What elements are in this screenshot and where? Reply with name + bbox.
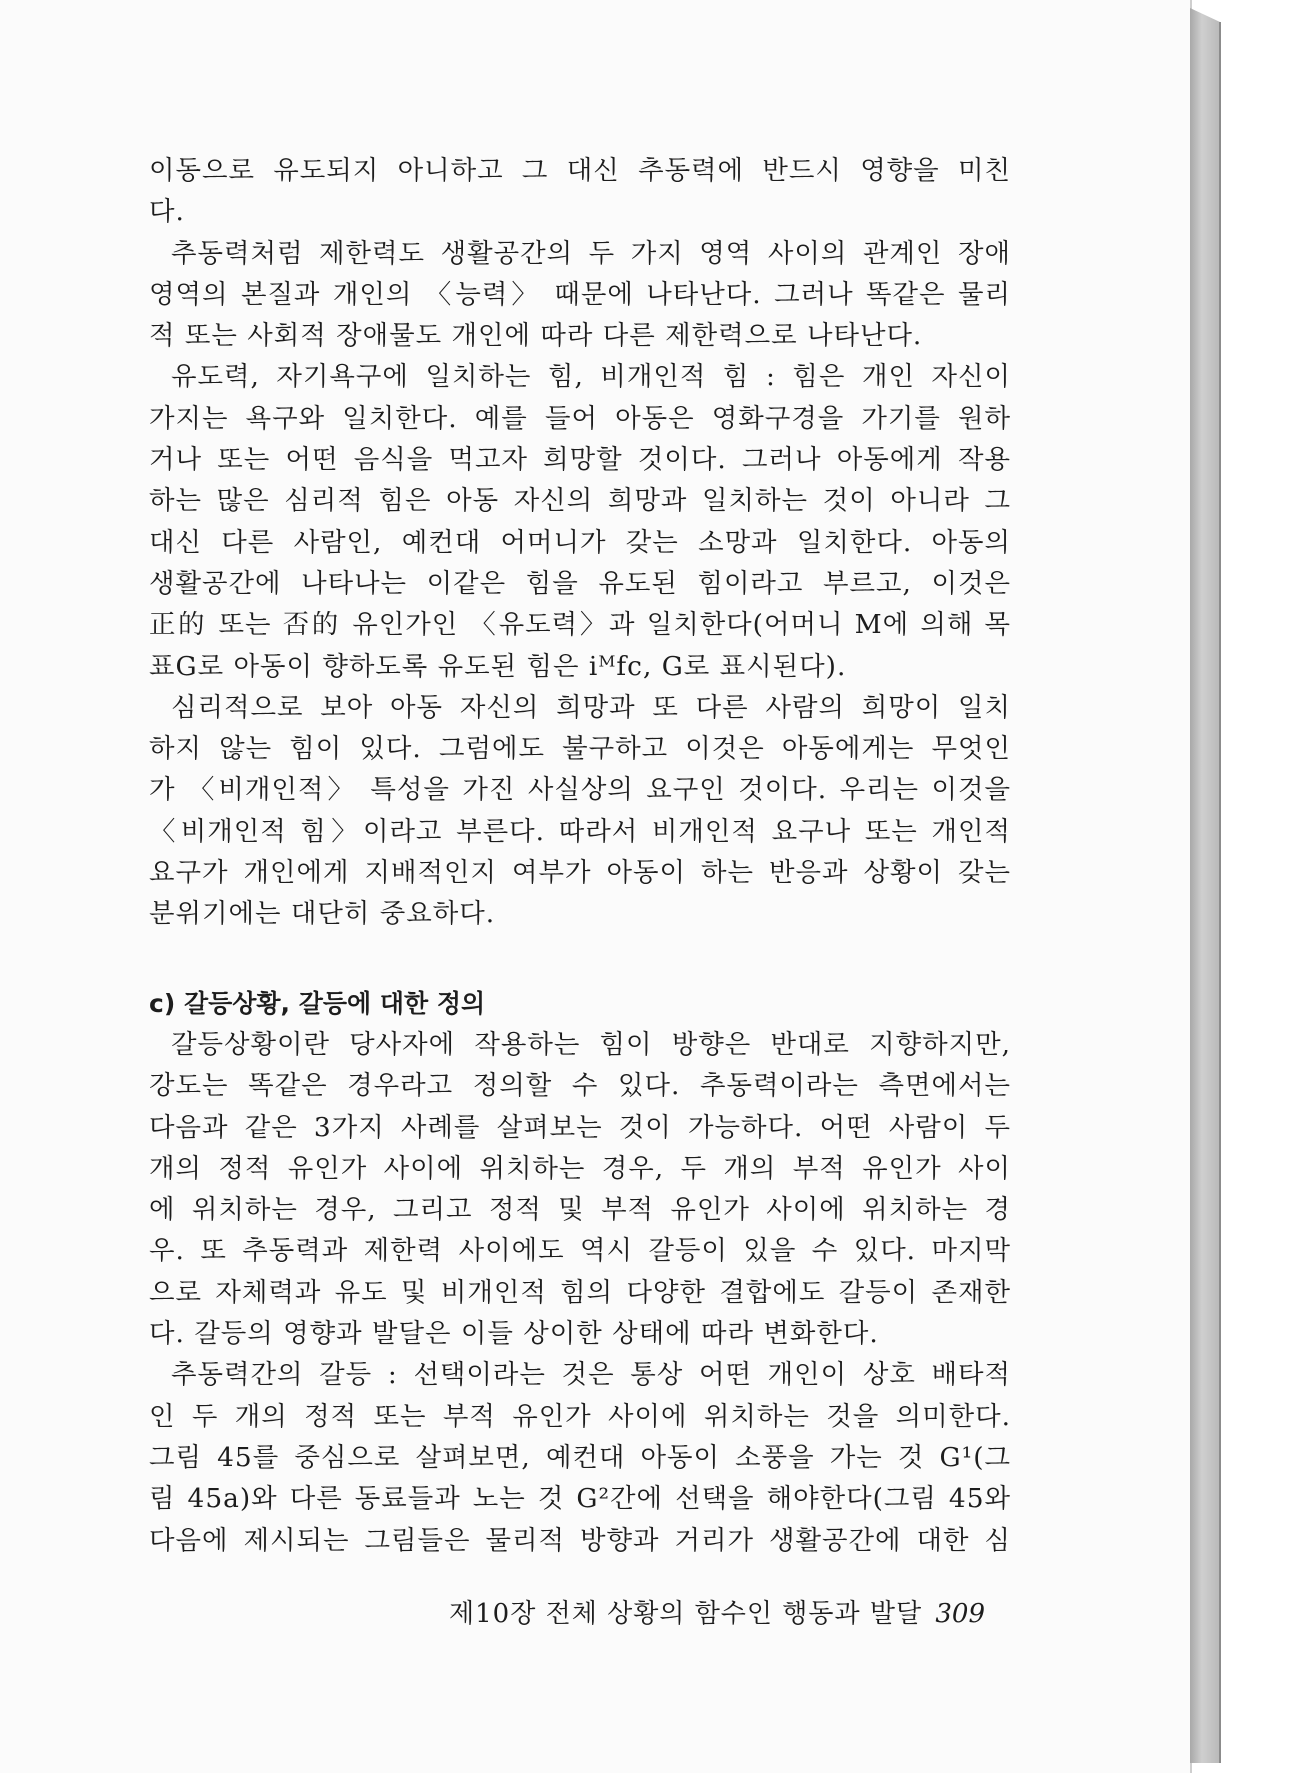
- text-line: 가 〈비개인적〉 특성을 가진 사실상의 요구인 것이다. 우리는 이것을: [149, 774, 1011, 806]
- text-line: 〈비개인적 힘〉이라고 부른다. 따라서 비개인적 요구나 또는 개인적: [149, 815, 1011, 847]
- text-line: 가지는 욕구와 일치한다. 예를 들어 아동은 영화구경을 가기를 원하: [149, 402, 1011, 434]
- page-edge-line: [1219, 22, 1221, 1763]
- text-line: 그림 45를 중심으로 살펴보면, 예컨대 아동이 소풍을 가는 것 G¹(그: [149, 1441, 1011, 1473]
- page-footer: [449, 1594, 985, 1634]
- text-line: 적 또는 사회적 장애물도 개인에 따라 다른 제한력으로 나타난다.: [149, 320, 923, 352]
- section-heading: c) 갈등상황, 갈등에 대한 정의: [149, 988, 486, 1018]
- text-line: 거나 또는 어떤 음식을 먹고자 희망할 것이다. 그러나 아동에게 작용: [149, 444, 1011, 476]
- text-line: 으로 자체력과 유도 및 비개인적 힘의 다양한 결합에도 갈등이 존재한: [149, 1276, 1011, 1308]
- text-line: 하지 않는 힘이 있다. 그럼에도 불구하고 이것은 아동에게는 무엇인: [149, 733, 1011, 765]
- body-text: [149, 150, 1011, 1561]
- text-line: 다.: [149, 196, 185, 228]
- page-number: 309: [935, 1599, 985, 1629]
- text-line: 생활공간에 나타나는 이같은 힘을 유도된 힘이라고 부르고, 이것은: [149, 567, 1011, 599]
- text-line: 림 45a)와 다른 동료들과 노는 것 G²간에 선택을 해야한다(그림 45와: [149, 1483, 1011, 1515]
- text-line: 에 위치하는 경우, 그리고 정적 및 부적 유인가 사이에 위치하는 경: [149, 1194, 1011, 1226]
- text-line: 갈등상황이란 당사자에 작용하는 힘이 방향은 반대로 지향하지만,: [171, 1028, 1011, 1060]
- section-gap: [149, 935, 1011, 977]
- text-line: 유도력, 자기욕구에 일치하는 힘, 비개인적 힘 : 힘은 개인 자신이: [171, 361, 1011, 393]
- page-edge-shadow: [1190, 8, 1220, 1763]
- text-line: 다음과 같은 3가지 사례를 살펴보는 것이 가능하다. 어떤 사람이 두: [149, 1111, 1011, 1143]
- text-line: 영역의 본질과 개인의 〈능력〉 때문에 나타난다. 그러나 똑같은 물리: [149, 278, 1011, 310]
- text-line: 심리적으로 보아 아동 자신의 희망과 또 다른 사람의 희망이 일치: [171, 691, 1011, 723]
- text-line: 다음에 제시되는 그림들은 물리적 방향과 거리가 생활공간에 대한 심: [149, 1524, 1011, 1556]
- text-line: 이동으로 유도되지 아니하고 그 대신 추동력에 반드시 영향을 미친: [149, 155, 1011, 186]
- text-line: 인 두 개의 정적 또는 부적 유인가 사이에 위치하는 것을 의미한다.: [149, 1400, 1011, 1432]
- text-line: 개의 정적 유인가 사이에 위치하는 경우, 두 개의 부적 유인가 사이: [149, 1152, 1011, 1184]
- text-line: 추동력처럼 제한력도 생활공간의 두 가지 영역 사이의 관계인 장애: [171, 237, 1011, 269]
- text-line: 강도는 똑같은 경우라고 정의할 수 있다. 추동력이라는 측면에서는: [149, 1070, 1011, 1102]
- text-line: 분위기에는 대단히 중요하다.: [149, 898, 496, 930]
- text-line: 표G로 아동이 향하도록 유도된 힘은 iᴹfc, G로 표시된다).: [149, 650, 847, 682]
- text-line: 다. 갈등의 영향과 발달은 이들 상이한 상태에 따라 변화한다.: [149, 1318, 879, 1350]
- text-line: 추동력간의 갈등 : 선택이라는 것은 통상 어떤 개인이 상호 배타적: [171, 1359, 1011, 1391]
- text-line: 대신 다른 사람인, 예컨대 어머니가 갖는 소망과 일치한다. 아동의: [149, 526, 1011, 558]
- running-footer-title: 제10장 전체 상황의 함수인 행동과 발달: [449, 1599, 923, 1629]
- text-line: 요구가 개인에게 지배적인지 여부가 아동이 하는 반응과 상황이 갖는: [149, 857, 1011, 889]
- text-line: 우. 또 추동력과 제한력 사이에도 역시 갈등이 있을 수 있다. 마지막: [149, 1235, 1011, 1267]
- text-line: 正的 또는 否的 유인가인 〈유도력〉과 일치한다(어머니 M에 의해 목: [149, 609, 1011, 641]
- text-line: 하는 많은 심리적 힘은 아동 자신의 희망과 일치하는 것이 아니라 그: [149, 485, 1011, 517]
